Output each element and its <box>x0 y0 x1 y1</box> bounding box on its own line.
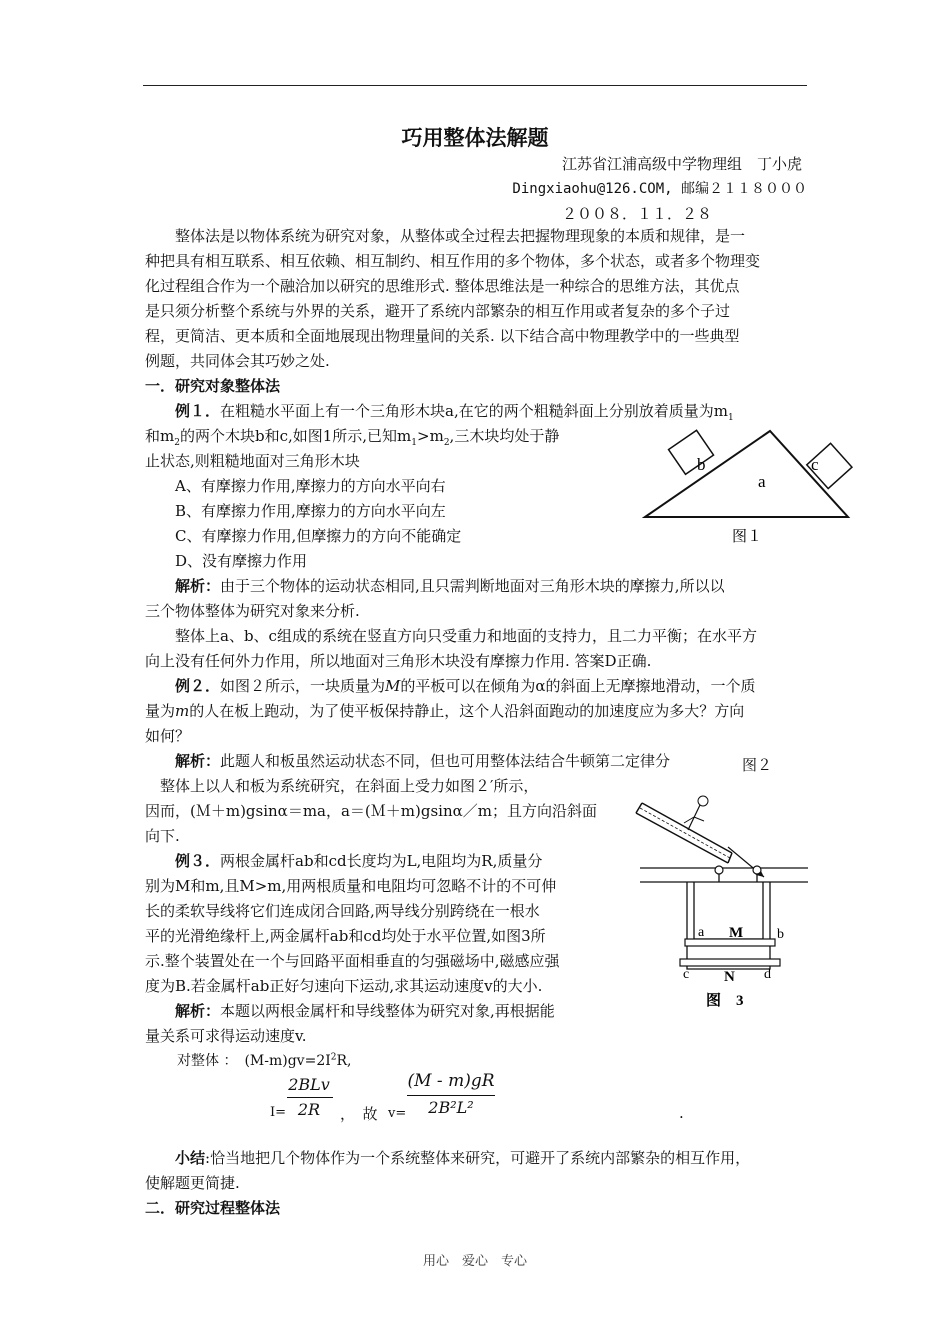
label-a: a <box>758 472 766 491</box>
label-a: a <box>698 925 705 940</box>
figure-2-caption: 图２ <box>742 756 773 774</box>
option-d: D、没有摩擦力作用 <box>175 552 308 570</box>
analysis3-line1: 解析：本题以两根金属杆和导线整体为研究对象,再根据能 <box>175 1002 555 1020</box>
analysis1-line4: 向上没有任何外力作用，所以地面对三角形木块没有摩擦力作用. 答案D正确. <box>145 652 652 670</box>
block-b <box>669 430 714 474</box>
example2-line3: 如何？ <box>145 727 191 745</box>
example1-line3: 止状态,则粗糙地面对三角形木块 <box>145 452 360 470</box>
eq-separator: ， 故 <box>340 1105 378 1123</box>
label-b: b <box>697 455 706 474</box>
eq-v-denominator: 2B²L² <box>428 1098 474 1117</box>
label-b: b <box>777 927 784 942</box>
example1-line2: 和$m_2$的两个木块b和c,如图1所示,已知$m_1>m_2$,三木块均处于静 <box>145 427 560 448</box>
example-label: 例１． <box>175 402 221 420</box>
page-title: 巧用整体法解题 <box>401 126 549 150</box>
analysis1-line1: 解析：由于三个物体的运动状态相同,且只需判断地面对三角形木块的摩擦力,所以以 <box>175 577 725 595</box>
figure-2-3 <box>628 775 813 1015</box>
figure-1 <box>640 425 855 555</box>
intro-line: 化过程组合作为一个融洽加以研究的思维形式. 整体思维法是一种综合的思维方法，其优点 <box>145 277 740 295</box>
example3-line5: 示.整个装置处在一个与回路平面相垂直的匀强磁场中,磁感应强 <box>145 952 560 970</box>
analysis3-line2: 量关系可求得运动速度v. <box>145 1027 307 1045</box>
analysis2-line1: 解析：此题人和板虽然运动状态不同，但也可用整体法结合牛顿第二定律分 <box>175 752 671 770</box>
intro-line: 整体法是以物体系统为研究对象，从整体或全过程去把握物理现象的本质和规律，是一 <box>145 227 746 245</box>
analysis1-line3: 整体上a、b、c组成的系统在竖直方向只受重力和地面的支持力，且二力平衡；在水平方 <box>145 627 757 645</box>
header-rule <box>143 85 807 86</box>
analysis2-line3: 因而，(Ｍ＋m)gsinα＝ma，a＝(Ｍ＋m)gsinα／m；且方向沿斜面 <box>145 802 597 820</box>
figure-3-caption: 图 3 <box>706 993 744 1009</box>
summary-line2: 使解题更简捷. <box>145 1174 240 1192</box>
contact-line: Dingxiaohu@126.COM, 邮编２１１８０００ <box>512 181 807 197</box>
intro-line: 例题，共同体会其巧妙之处. <box>145 352 330 370</box>
eq-I-prefix: I= <box>270 1105 287 1120</box>
intro-line: 是只须分析整个系统与外界的关系，避开了系统内部繁杂的相互作用或者复杂的多个子过 <box>145 302 731 320</box>
eq-v-numerator: (M - m)gR <box>407 1071 495 1091</box>
analysis2-line2: 整体上以人和板为系统研究，在斜面上受力如图２′所示， <box>145 777 539 795</box>
option-c: C、有摩擦力作用,但摩擦力的方向不能确定 <box>175 527 462 545</box>
option-b: B、有摩擦力作用,摩擦力的方向水平向左 <box>175 502 446 520</box>
label-M: M <box>729 925 744 941</box>
example3-line2: 别为M和m,且M>m,用两根质量和电阻均可忽略不计的不可伸 <box>145 877 557 895</box>
example2-line1: 例２．如图２所示，一块质量为M的平板可以在倾角为α的斜面上无摩擦地滑动，一个质 <box>175 677 756 695</box>
example2-line2: 量为m的人在板上跑动，为了使平板保持静止，这个人沿斜面跑动的加速度应为多大？方向 <box>145 702 745 720</box>
eq-end-period: . <box>679 1104 684 1122</box>
eq-I-denominator: 2R <box>297 1100 321 1119</box>
label-c: c <box>683 967 690 982</box>
intro-line: 程，更简洁、更本质和全面地展现出物理量间的关系. 以下结合高中物理教学中的一些典型 <box>145 327 740 345</box>
label-c: c <box>811 455 819 474</box>
page-footer: 用心 爱心 专心 <box>422 1254 527 1269</box>
analysis2-line4: 向下. <box>145 827 180 845</box>
eq-v-fraction-bar <box>407 1095 495 1096</box>
label-N: N <box>724 969 735 985</box>
eq-I-numerator: 2BLv <box>288 1075 330 1094</box>
example3-line6: 度为B.若金属杆ab正好匀速向下运动,求其运动速度v的大小. <box>145 977 543 995</box>
eq-I-fraction-bar <box>287 1097 333 1098</box>
example1-line1: 例１．在粗糙水平面上有一个三角形木块a,在它的两个粗糙斜面上分别放着质量为$m_1$ <box>175 402 734 423</box>
example3-line1: 例３．两根金属杆ab和cd长度均为L,电阻均为R,质量分 <box>175 852 543 870</box>
example3-line4: 平的光滑绝缘杆上,两金属杆ab和cd均处于水平位置,如图3所 <box>145 927 546 945</box>
equation-energy: 对整体 ： $(M-m)gv=2I^2R$, <box>177 1052 352 1069</box>
example3-line3: 长的柔软导线将它们连成闭合回路,两导线分别跨绕在一根水 <box>145 902 540 920</box>
author-line: 江苏省江浦高级中学物理组 丁小虎 <box>561 155 802 173</box>
analysis1-line2: 三个物体整体为研究对象来分析. <box>145 602 360 620</box>
intro-line: 种把具有相互联系、相互依赖、相互制约、相互作用的多个物体，多个状态，或者多个物理变 <box>145 252 761 270</box>
label-d: d <box>764 967 771 982</box>
eq-v-prefix: v= <box>388 1106 407 1121</box>
section-heading: 二．研究过程整体法 <box>145 1199 281 1217</box>
date-line: ２００８．１１．２８ <box>562 205 713 223</box>
summary-line1: 小结:恰当地把几个物体作为一个系统整体来研究，可避开了系统内部繁杂的相互作用， <box>175 1149 751 1167</box>
figure-1-caption: 图１ <box>732 529 763 545</box>
option-a: A、有摩擦力作用,摩擦力的方向水平向右 <box>175 477 446 495</box>
section-heading: 一．研究对象整体法 <box>145 377 281 395</box>
